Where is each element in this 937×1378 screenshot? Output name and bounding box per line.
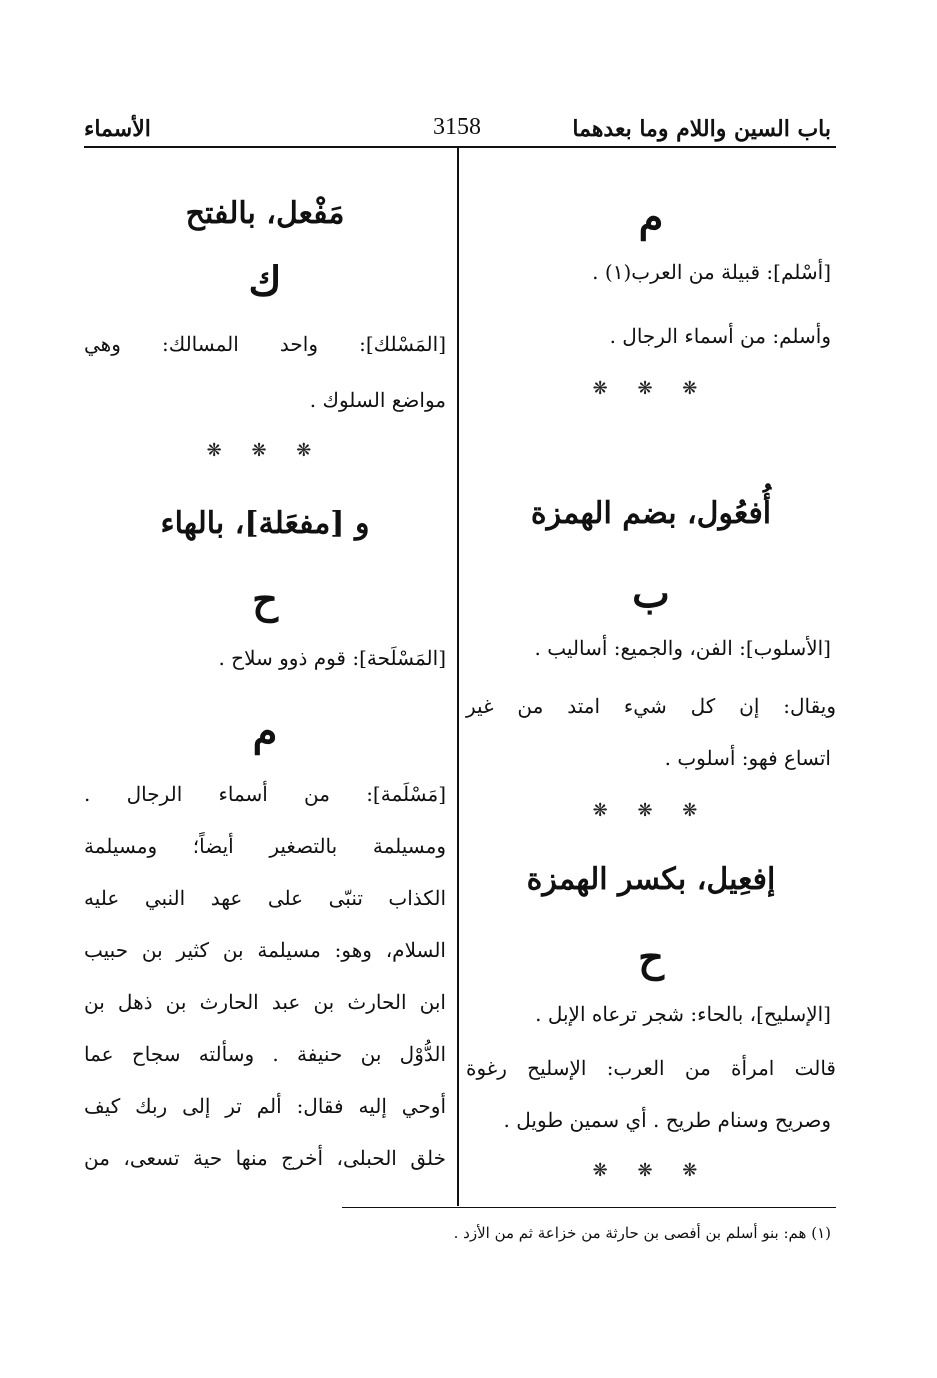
separator-stars: ❋ ❋ ❋ (592, 1160, 710, 1181)
entry-usloub-line-3: اتساع فهو: أسلوب . (664, 746, 831, 770)
letter-heading-b: ب (632, 570, 670, 617)
footnote-rule (342, 1207, 836, 1208)
category-title: الأسماء (84, 116, 151, 142)
separator-stars: ❋ ❋ ❋ (206, 440, 324, 461)
entry-maslak-line-2: مواضع السلوك . (309, 388, 446, 412)
header-rule (84, 146, 836, 148)
heading-mafala: و [مفعَلة]، بالهاء (160, 506, 370, 541)
heading-ufoul: أُفعُول، بضم الهمزة (530, 496, 772, 531)
entry-maslama-line-7: أوحي إليه فقال: ألم تر إلى ربك كيف (84, 1094, 447, 1118)
entry-usloub-line-2: ويقال: إن كل شيء امتد من غير (466, 694, 836, 718)
entry-aslam-line-2: وأسلم: من أسماء الرجال . (609, 324, 831, 348)
heading-ifeel: إفعِيل، بكسر الهمزة (526, 862, 776, 897)
page-number: 3158 (433, 114, 481, 140)
letter-heading-h: ح (638, 934, 664, 981)
entry-maslama-line-3: الكذاب تنبّى على عهد النبي عليه (84, 886, 446, 910)
entry-islih-line-2: قالت امرأة من العرب: الإسليح رغوة (466, 1056, 836, 1080)
entry-maslak-line-1: [المَسْلك]: واحد المسالك: وهي (84, 332, 446, 356)
footnote: (١) هم: بنو أسلم بن أفصى بن حارثة من خزاعة ثم من الأزد . (453, 1224, 831, 1242)
entry-islih-line-1: [الإسليح]، بالحاء: شجر ترعاه الإبل . (535, 1002, 831, 1026)
column-divider (457, 148, 459, 1206)
letter-heading-m: م (638, 194, 664, 241)
letter-heading-k: ك (248, 258, 282, 305)
section-title: باب السين واللام وما بعدهما (572, 116, 831, 142)
entry-maslama-line-2: ومسيلمة بالتصغير أيضاً؛ ومسيلمة (84, 834, 446, 858)
entry-islih-line-3: وصريح وسنام طريح . أي سمين طويل . (503, 1108, 831, 1132)
entry-maslaha: [المَسْلَحة]: قوم ذوو سلاح . (218, 646, 446, 670)
separator-stars: ❋ ❋ ❋ (592, 800, 710, 821)
entry-maslama-line-1: [مَسْلَمة]: من أسماء الرجال . (84, 782, 446, 806)
entry-aslam-line-1: [أسْلم]: قبيلة من العرب(١) . (592, 260, 831, 284)
letter-heading-m: م (252, 708, 278, 755)
letter-heading-h: ح (252, 576, 278, 623)
entry-maslama-line-4: السلام، وهو: مسيلمة بن كثير بن حبيب (84, 938, 446, 962)
heading-mafal: مَفْعل، بالفتح (185, 196, 345, 231)
separator-stars: ❋ ❋ ❋ (592, 378, 710, 399)
entry-usloub-line-1: [الأسلوب]: الفن، والجميع: أساليب . (534, 636, 831, 660)
entry-maslama-line-8: خلق الحبلى، أخرج منها حية تسعى، من (84, 1146, 446, 1170)
entry-maslama-line-6: الدُّوْل بن حنيفة . وسألته سجاح عما (84, 1042, 446, 1066)
entry-maslama-line-5: ابن الحارث بن عبد الحارث بن ذهل بن (84, 990, 446, 1014)
